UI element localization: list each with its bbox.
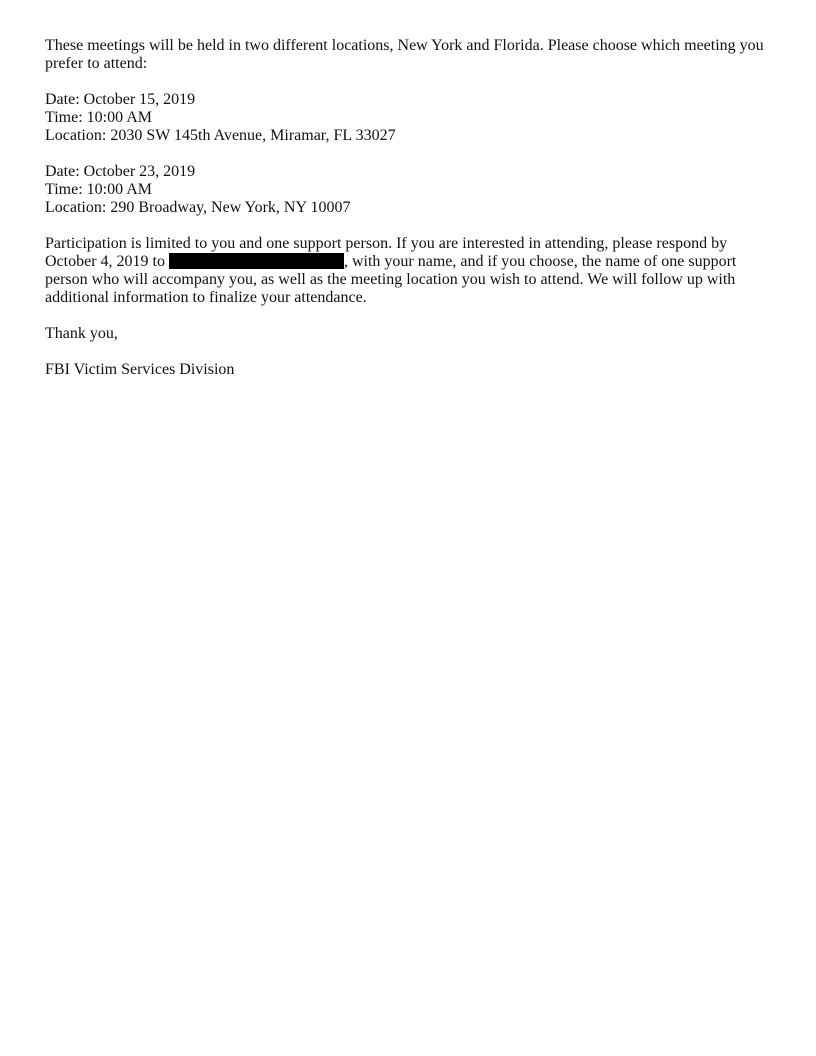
meeting-new-york xyxy=(45,163,775,217)
meeting-date: Date: October 15, 2019 xyxy=(45,91,196,108)
meeting-time: Time: 10:00 AM xyxy=(45,181,152,198)
signature-line: FBI Victim Services Division xyxy=(45,361,235,378)
letter-body xyxy=(45,37,775,397)
closing-line: Thank you, xyxy=(45,325,118,342)
meeting-location: Location: 2030 SW 145th Avenue, Miramar, FL 33027 xyxy=(45,127,396,144)
participation-paragraph xyxy=(45,235,775,307)
intro-paragraph: These meetings will be held in two different locations, New York and Florida. Please choose which meeting you prefer to attend: xyxy=(45,37,764,72)
meeting-location: Location: 290 Broadway, New York, NY 10007 xyxy=(45,199,351,216)
meeting-date: Date: October 23, 2019 xyxy=(45,163,196,180)
meeting-florida xyxy=(45,91,775,145)
participation-text-start: Participation is limited to you and one support person. If you are interested in attending, please respond by October 4, 2019 to xyxy=(45,235,728,270)
participation-text-end: , with your name, and if you choose, the name of one support person who will accompany you, as well as the meeting location you wish to attend. We will follow up with additional information to finalize your attendance. xyxy=(45,253,737,306)
redacted-contact-block xyxy=(169,253,344,269)
meeting-time: Time: 10:00 AM xyxy=(45,109,152,126)
